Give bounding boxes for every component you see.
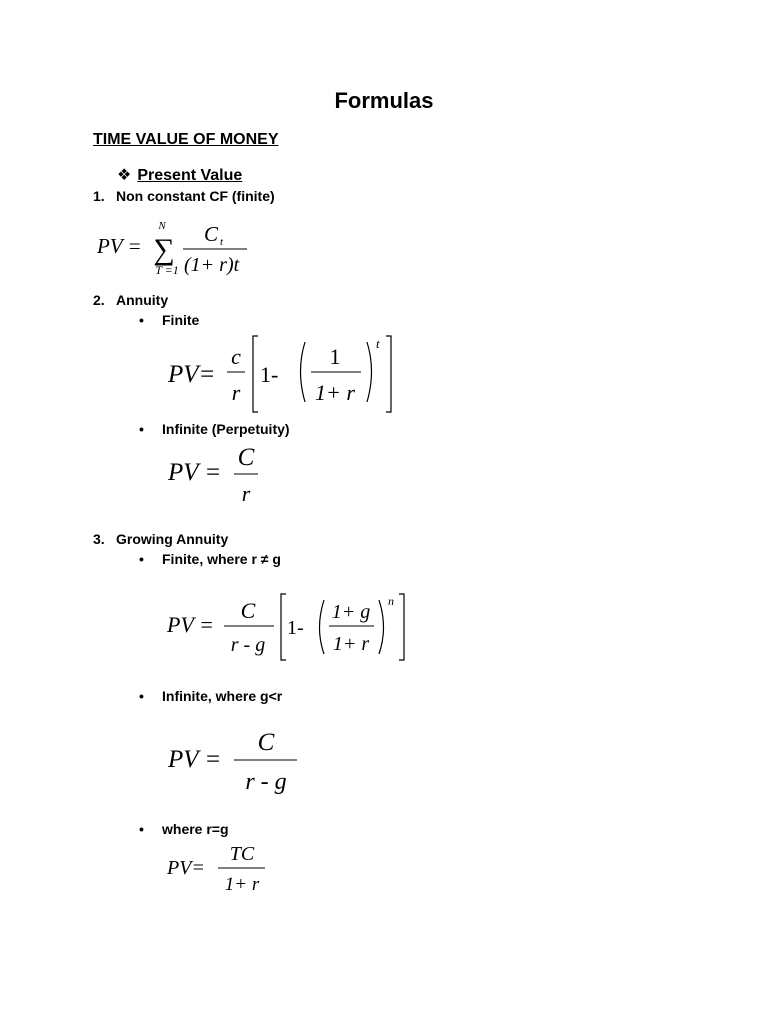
formula-lhs: PV = [168, 459, 222, 486]
formula-perpetuity [163, 440, 273, 510]
left-paren-icon [320, 600, 325, 654]
formula-annuity-finite [163, 330, 403, 418]
list-number: 3. [93, 531, 105, 547]
numerator: C [240, 598, 256, 623]
bullet-dot-icon: • [139, 312, 144, 328]
right-bracket-icon [386, 336, 391, 412]
formula-lhs: PV= [168, 361, 216, 388]
left-paren-icon [301, 342, 306, 402]
list-number: 1. [93, 188, 105, 204]
diamond-bullet-icon: ❖ [117, 165, 132, 184]
bullet-dot-icon: • [139, 551, 144, 567]
bullet-finite [139, 312, 199, 328]
right-paren-icon [367, 342, 372, 402]
formula-lhs: PV = [168, 746, 222, 773]
denominator-r: r [231, 380, 241, 405]
list-label: Annuity [116, 292, 169, 308]
numerator-c: c [231, 344, 241, 369]
bullet-r-equals-g [139, 821, 229, 837]
inner-numerator: 1 [329, 344, 341, 369]
page-title: Formulas [334, 88, 434, 113]
bullet-label: Infinite, where g<r [162, 688, 283, 704]
denominator: r - g [245, 769, 287, 795]
section-heading: TIME VALUE OF MONEY [93, 131, 279, 148]
list-item-3 [93, 531, 228, 547]
formula-nonconstant-cf [92, 216, 262, 282]
bullet-growing-finite [139, 551, 281, 567]
formula-growing-annuity-finite [163, 588, 413, 666]
list-item-2 [93, 292, 168, 308]
numerator: C [237, 444, 255, 471]
sigma-symbol: ∑ [153, 233, 175, 266]
bullet-label: Finite [162, 312, 200, 328]
bullet-label: Finite, where r ≠ g [162, 551, 281, 567]
right-paren-icon [379, 600, 384, 654]
sum-lower-limit: T =1 [155, 263, 179, 277]
denominator: (1+ r)t [184, 254, 240, 276]
exponent-n: n [388, 594, 394, 608]
inner-numerator: 1+ g [331, 601, 371, 623]
subsection-heading [117, 165, 242, 185]
inner-denominator: 1+ r [332, 633, 370, 655]
bullet-perpetuity [139, 421, 290, 437]
sum-upper-limit: N [158, 220, 166, 232]
left-bracket-icon [281, 594, 286, 660]
list-item-1 [93, 188, 275, 204]
bullet-dot-icon: • [139, 421, 144, 437]
bullet-growing-infinite [139, 688, 282, 704]
formula-lhs: PV = [167, 612, 214, 637]
left-bracket-icon [253, 336, 258, 412]
denominator: r [241, 481, 251, 506]
inner-denominator: 1+ r [315, 380, 355, 405]
bullet-dot-icon: • [139, 821, 144, 837]
formula-lhs: PV = [97, 234, 142, 258]
bullet-dot-icon: • [139, 688, 144, 704]
denominator: 1+ r [224, 874, 260, 895]
numerator: TC [229, 843, 255, 865]
formula-growing-perpetuity [163, 722, 313, 802]
denominator: r - g [230, 634, 266, 656]
bullet-label: Infinite (Perpetuity) [162, 421, 290, 437]
right-bracket-icon [399, 594, 404, 660]
numerator: C [204, 222, 219, 246]
list-label: Non constant CF (finite) [116, 188, 275, 204]
one-minus: 1- [287, 617, 304, 639]
exponent-t: t [376, 336, 380, 351]
one-minus: 1- [260, 362, 279, 387]
formula-lhs: PV= [167, 857, 205, 879]
subsection-label: Present Value [137, 167, 243, 184]
bullet-label: where r=g [162, 821, 229, 837]
list-label: Growing Annuity [116, 531, 229, 547]
numerator: C [257, 729, 275, 756]
formula-r-equals-g [163, 838, 283, 898]
numerator-subscript: t [220, 236, 224, 248]
list-number: 2. [93, 292, 105, 308]
